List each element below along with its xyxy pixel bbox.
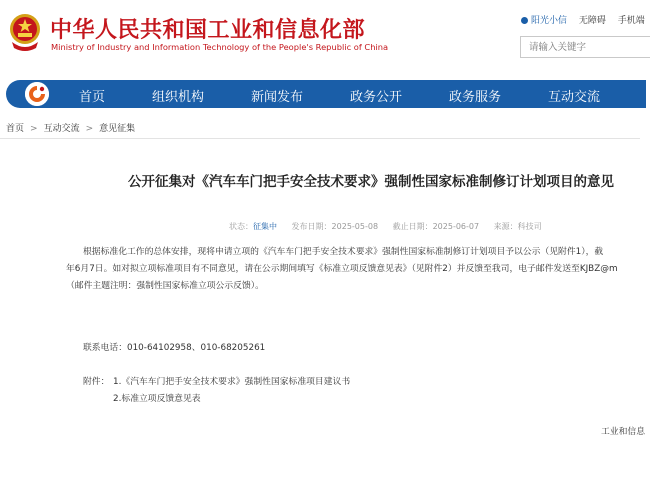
status-field: 状态：征集中: [229, 222, 277, 231]
breadcrumb-divider: [0, 138, 640, 139]
attachment-link-2[interactable]: 2.标准立项反馈意见表: [113, 394, 201, 404]
breadcrumb-opinions[interactable]: 意见征集: [99, 124, 136, 134]
breadcrumb: [6, 121, 135, 134]
article-meta: [229, 221, 554, 232]
paragraph-line: 年6月7日。如对拟立项标准项目有不同意见，请在公示期间填写《标准立项反馈意见表》（见附件2）并反馈至我司，电子邮件发送至KJBZ@m: [66, 264, 618, 274]
nav-item-gov-services[interactable]: 政务服务: [449, 90, 502, 105]
signature: 工业和信息: [601, 427, 645, 437]
nav-item-home[interactable]: 首页: [79, 90, 106, 105]
mobile-link[interactable]: 手机端: [617, 16, 645, 26]
breadcrumb-interaction[interactable]: 互动交流: [43, 124, 80, 134]
paragraph-line: 根据标准化工作的总体安排，现将申请立项的《汽车车门把手安全技术要求》强制性国家标准制修订计划项目予以公示（见附件1），截: [83, 247, 604, 257]
accessibility-link[interactable]: 无障碍: [578, 16, 606, 26]
contact-phone: 联系电话：010-64102958、010-68205261: [83, 343, 266, 353]
attachment-link-1[interactable]: 1.《汽车车门把手安全技术要求》强制性国家标准项目建议书: [113, 377, 351, 387]
breadcrumb-separator: >: [30, 124, 38, 134]
deadline-date: 截止日期：2025-06-07: [392, 222, 480, 231]
sunshine-link[interactable]: 阳光小信: [521, 13, 567, 26]
nav-logo-icon[interactable]: [25, 82, 49, 106]
search-input[interactable]: [520, 36, 650, 58]
nav-item-gov-affairs[interactable]: 政务公开: [350, 90, 403, 105]
site-title[interactable]: 中华人民共和国工业和信息化部: [50, 18, 366, 43]
nav-item-interaction[interactable]: 互动交流: [548, 90, 601, 105]
publish-date: 发布日期：2025-05-08: [291, 222, 379, 231]
national-emblem-icon: [8, 12, 42, 52]
article-title: 公开征集对《汽车车门把手安全技术要求》强制性国家标准制修订计划项目的意见: [128, 174, 614, 190]
site-subtitle-en: Ministry of Industry and Information Technology of the People's Republic of China: [51, 42, 389, 52]
paragraph-line: （邮件主题注明：强制性国家标准立项公示反馈）。: [66, 281, 264, 291]
status-badge: 征集中: [253, 222, 277, 231]
article-source: 来源：科技司: [493, 222, 542, 231]
top-links: [521, 13, 654, 26]
breadcrumb-home[interactable]: 首页: [6, 124, 25, 134]
breadcrumb-separator: >: [85, 124, 94, 134]
nav-item-organization[interactable]: 组织机构: [152, 90, 205, 105]
attachments-label: 附件：: [83, 377, 110, 387]
sunshine-icon: [521, 17, 528, 24]
nav-item-news[interactable]: 新闻发布: [251, 90, 304, 105]
